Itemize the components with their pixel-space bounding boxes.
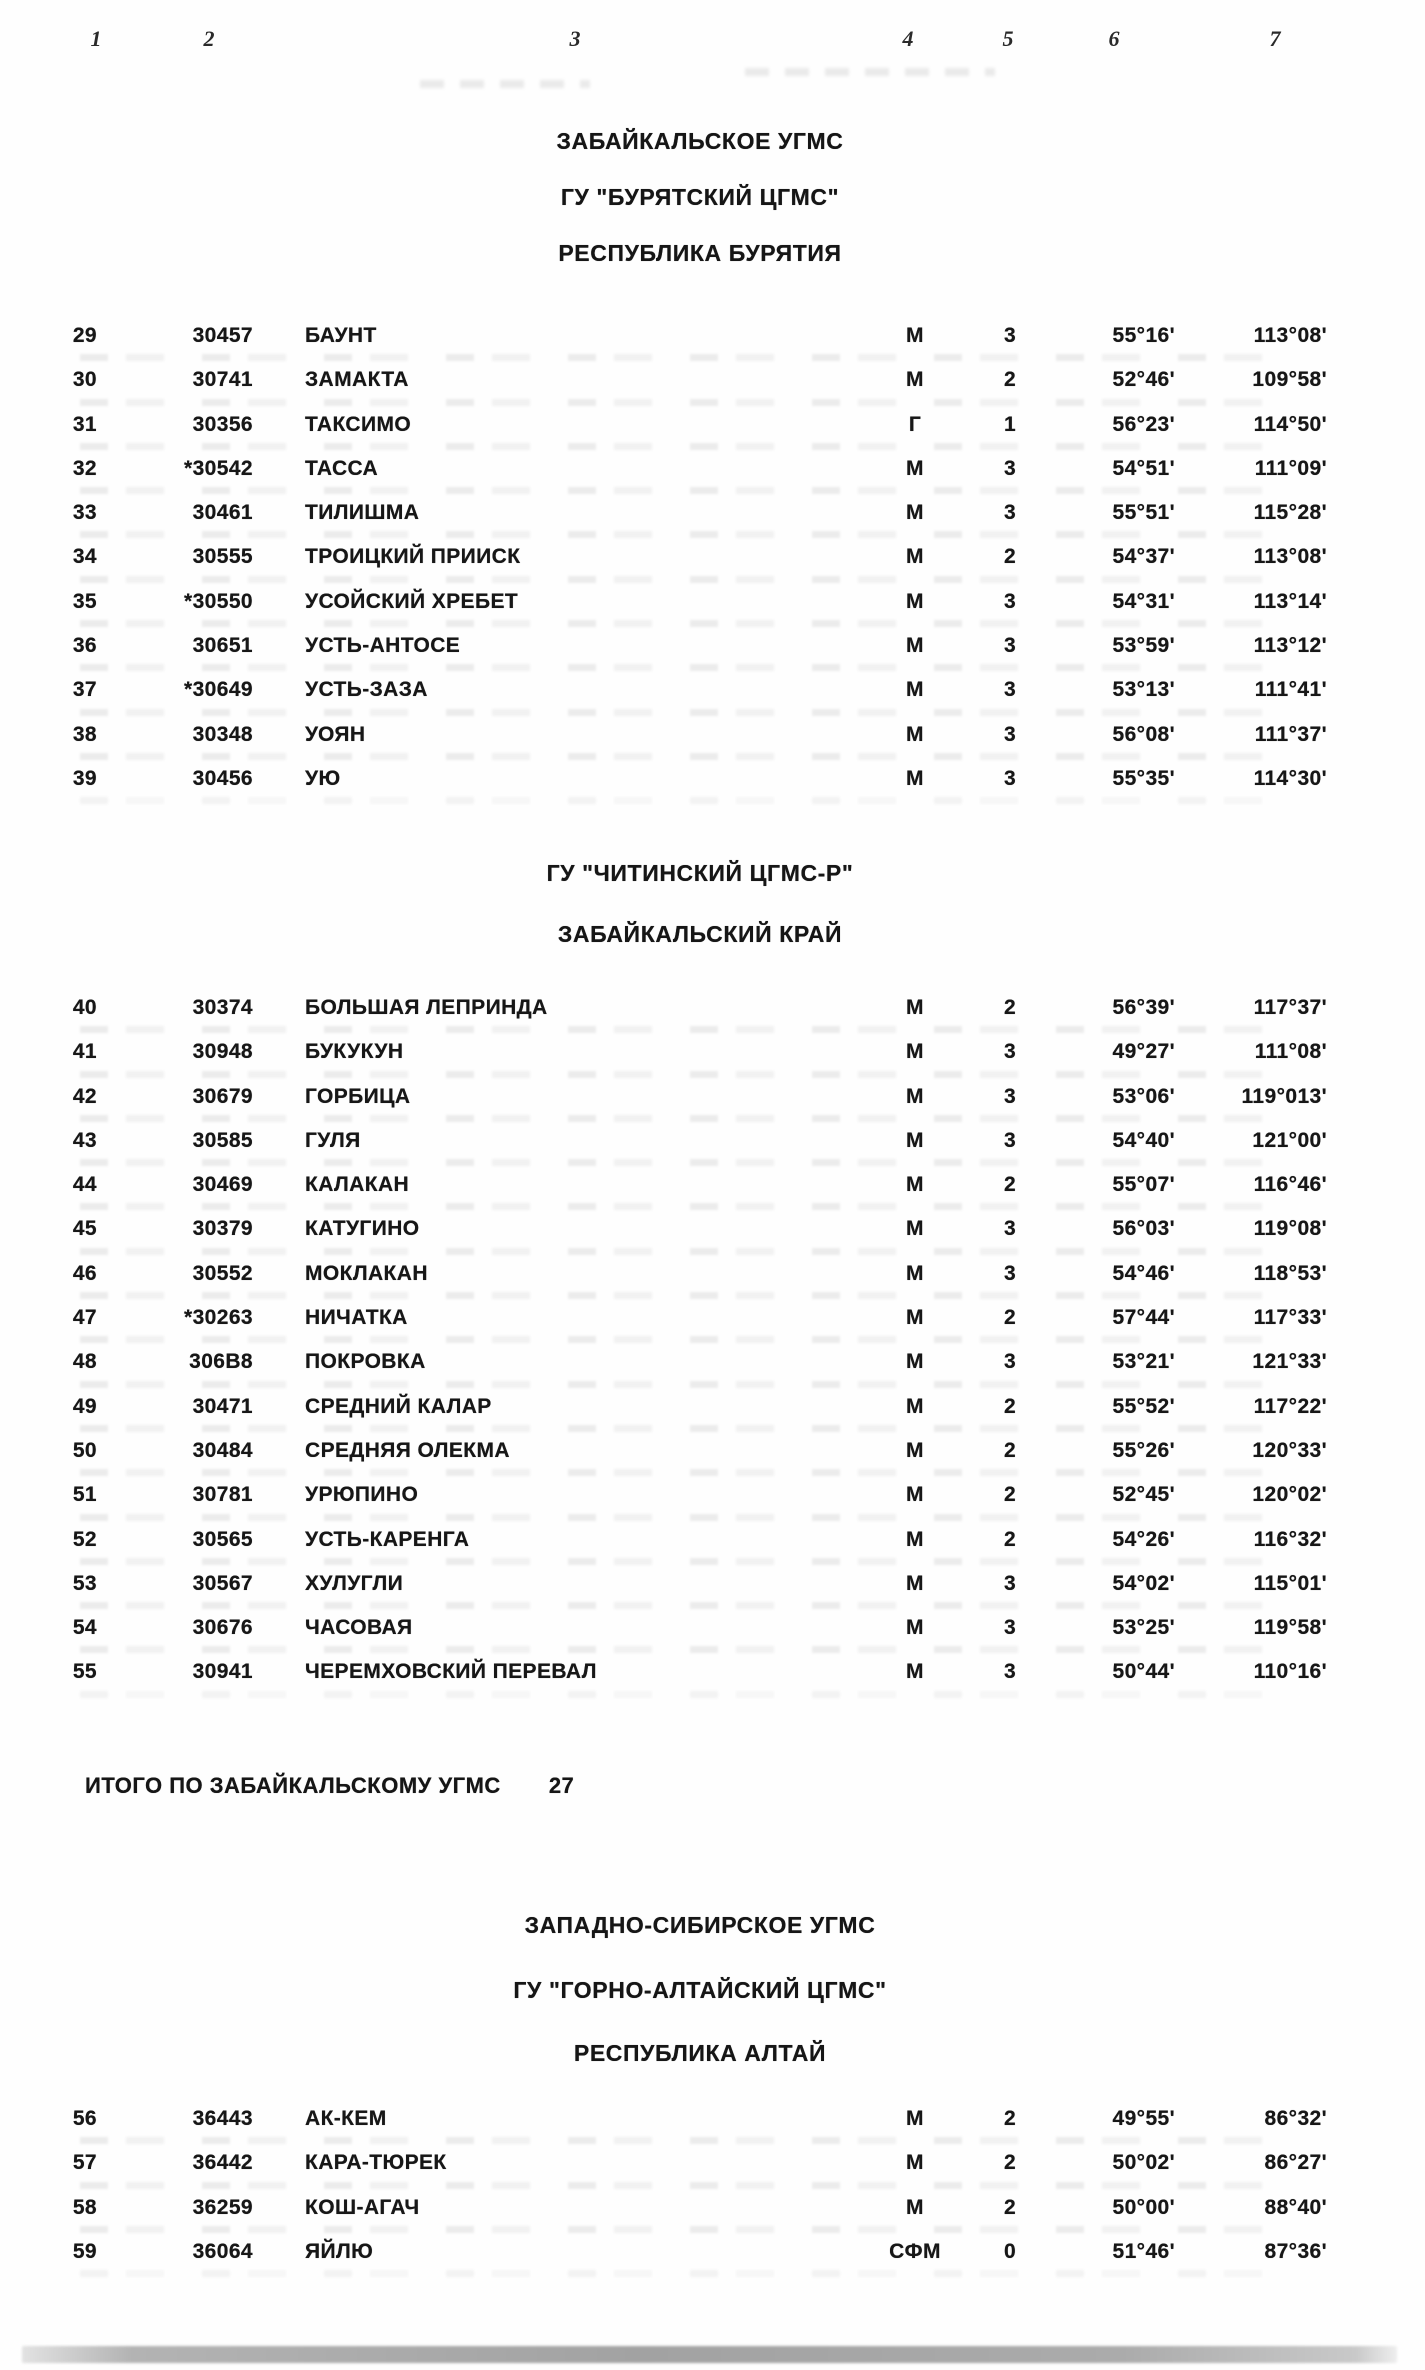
station-name: УРЮПИНО [305,1483,419,1507]
station-type: М [906,501,924,525]
station-longitude: 115°01' [1253,1571,1327,1595]
station-row [60,1305,1330,1349]
station-code: 30461 [192,501,253,525]
station-name: КАТУГИНО [305,1217,420,1241]
station-code: 30676 [192,1616,253,1640]
column-header-5: 5 [1002,26,1014,51]
station-name: УОЯН [305,722,366,746]
station-longitude: 87°36' [1264,2239,1327,2263]
station-row [60,677,1330,721]
station-row [60,456,1330,500]
station-type: М [906,766,924,790]
station-name: УСОЙСКИЙ ХРЕБЕТ [305,589,519,613]
station-type: СФМ [889,2239,941,2263]
station-row [60,1394,1330,1438]
station-name: БАУНТ [305,324,377,347]
station-category: 3 [1003,501,1017,525]
station-category: 3 [1003,589,1017,613]
station-type: М [906,1571,924,1595]
station-code: 30484 [192,1438,253,1462]
station-type: М [906,1040,924,1064]
station-index: 54 [72,1616,97,1640]
station-row [60,766,1330,810]
station-category: 2 [1003,2195,1017,2219]
stations-table-zabaikalsky-krai [0,995,1330,1704]
station-index: 50 [72,1438,97,1462]
station-code: 30348 [192,722,253,746]
station-type: М [906,1128,924,1152]
station-latitude: 56°23' [1112,412,1175,436]
station-category: 3 [1003,1350,1017,1374]
station-type: М [906,589,924,613]
station-row [60,412,1330,456]
column-header-1: 1 [90,26,102,51]
station-type: Г [908,412,922,436]
station-latitude: 50°44' [1112,1660,1175,1684]
station-type: М [906,456,924,480]
station-index: 59 [72,2239,97,2263]
station-type: М [906,1660,924,1684]
station-longitude: 113°08' [1253,545,1327,569]
station-category: 3 [1003,1040,1017,1064]
station-name: БУКУКУН [305,1040,404,1064]
station-longitude: 86°32' [1264,2107,1327,2130]
station-name: МОКЛАКАН [305,1261,428,1285]
station-index: 32 [72,456,97,480]
ugms-title-zapadno-sibirskoe: ЗАПАДНО-СИБИРСКОЕ УГМС [524,1912,876,1938]
station-type: М [906,545,924,569]
total-label: ИТОГО ПО ЗАБАЙКАЛЬСКОМУ УГМС [85,1773,501,1798]
station-index: 46 [72,1261,97,1285]
station-type: М [906,1217,924,1241]
station-name: АК-КЕМ [305,2107,387,2130]
station-longitude: 119°08' [1253,1217,1327,1241]
stations-table-buryatia [0,323,1330,810]
station-latitude: 54°02' [1112,1571,1175,1595]
station-code: 30651 [192,634,253,658]
station-index: 41 [72,1040,97,1064]
station-index: 31 [72,412,97,436]
station-type: М [906,634,924,658]
station-index: 58 [72,2195,97,2219]
org-title-buryatsky: ГУ "БУРЯТСКИЙ ЦГМС" [560,184,840,210]
station-latitude: 50°02' [1112,2151,1175,2175]
station-latitude: 55°07' [1112,1173,1175,1197]
station-longitude: 111°09' [1254,456,1327,480]
station-latitude: 53°13' [1112,678,1175,702]
station-longitude: 116°46' [1253,1173,1327,1197]
station-index: 56 [72,2107,97,2130]
station-row [60,1349,1330,1393]
station-row [60,500,1330,544]
station-category: 2 [1003,2151,1017,2175]
bottom-scan-band [22,2346,1397,2363]
station-code: 30457 [192,324,253,347]
station-type: М [906,324,924,347]
station-name: ЧАСОВАЯ [305,1616,413,1640]
station-name: ТРОИЦКИЙ ПРИИСК [305,545,521,569]
station-index: 51 [72,1483,97,1507]
station-code: 30567 [192,1571,253,1595]
station-category: 2 [1003,1527,1017,1551]
station-name: ЗАМАКТА [305,368,409,392]
station-latitude: 50°00' [1112,2195,1175,2219]
station-row [60,1084,1330,1128]
station-latitude: 53°25' [1112,1616,1175,1640]
station-category: 3 [1003,634,1017,658]
station-index: 42 [72,1084,97,1108]
station-name: ГУЛЯ [305,1128,361,1152]
station-row [60,1482,1330,1526]
station-row [60,2195,1330,2239]
station-code: 306В8 [189,1350,253,1374]
station-row [60,995,1330,1039]
station-latitude: 55°35' [1112,766,1175,790]
station-name: БОЛЬШАЯ ЛЕПРИНДА [305,996,548,1019]
station-code: *30550 [184,589,253,613]
region-title-buryatia: РЕСПУБЛИКА БУРЯТИЯ [558,240,842,266]
station-type: М [906,996,924,1019]
station-latitude: 54°46' [1112,1261,1175,1285]
station-longitude: 111°37' [1254,722,1327,746]
station-category: 2 [1003,996,1017,1019]
station-longitude: 118°53' [1253,1261,1327,1285]
station-category: 3 [1003,1084,1017,1108]
station-name: КАРА-ТЮРЕК [305,2151,447,2175]
station-row [60,722,1330,766]
station-code: 30471 [192,1394,253,1418]
station-longitude: 119°013' [1241,1084,1327,1108]
station-category: 3 [1003,722,1017,746]
scan-artifact [745,68,995,76]
station-category: 2 [1003,1438,1017,1462]
station-code: 36259 [192,2195,253,2219]
station-code: 30948 [192,1040,253,1064]
station-category: 3 [1003,1616,1017,1640]
station-category: 1 [1003,412,1017,436]
station-longitude: 113°14' [1253,589,1327,613]
station-index: 40 [72,996,97,1019]
station-index: 55 [72,1660,97,1684]
station-latitude: 57°44' [1112,1306,1175,1330]
station-type: М [906,368,924,392]
station-row [60,1659,1330,1703]
station-longitude: 121°00' [1252,1128,1327,1152]
station-latitude: 49°27' [1112,1040,1175,1064]
station-type: М [906,1483,924,1507]
station-latitude: 53°59' [1112,634,1175,658]
station-latitude: 49°55' [1112,2107,1175,2130]
station-longitude: 114°50' [1253,412,1327,436]
station-latitude: 55°51' [1112,501,1175,525]
station-type: М [906,2107,924,2130]
station-index: 36 [72,634,97,658]
station-longitude: 113°12' [1253,634,1327,658]
station-index: 48 [72,1350,97,1374]
station-category: 2 [1003,1306,1017,1330]
station-name: ТАССА [305,456,379,480]
station-index: 49 [72,1394,97,1418]
station-category: 2 [1003,1483,1017,1507]
station-name: СРЕДНЯЯ ОЛЕКМА [305,1438,510,1462]
station-code: *30263 [184,1306,253,1330]
station-category: 3 [1003,1261,1017,1285]
station-category: 3 [1003,766,1017,790]
station-row [60,1128,1330,1172]
station-latitude: 52°46' [1112,368,1175,392]
station-code: 30456 [192,766,253,790]
station-longitude: 120°33' [1252,1438,1327,1462]
station-row [60,367,1330,411]
station-row [60,1527,1330,1571]
station-longitude: 109°58' [1252,368,1327,392]
station-category: 0 [1003,2239,1017,2263]
station-type: М [906,1173,924,1197]
station-type: М [906,1616,924,1640]
station-index: 45 [72,1217,97,1241]
station-name: УСТЬ-АНТОСЕ [305,634,461,658]
station-type: М [906,2195,924,2219]
station-code: 36443 [192,2107,253,2130]
station-latitude: 55°26' [1112,1438,1175,1462]
column-header-7: 7 [1269,26,1281,51]
station-longitude: 88°40' [1264,2195,1327,2219]
station-category: 2 [1003,1173,1017,1197]
station-latitude: 55°52' [1112,1394,1175,1418]
station-code: 30555 [192,545,253,569]
station-longitude: 114°30' [1253,766,1327,790]
region-title-zabaikalsky-krai: ЗАБАЙКАЛЬСКИЙ КРАЙ [557,921,843,947]
ugms-total-line [85,1773,574,1799]
station-name: КАЛАКАН [305,1173,410,1197]
station-category: 2 [1003,1394,1017,1418]
station-code: 30741 [192,368,253,392]
station-row [60,544,1330,588]
station-code: 30374 [192,996,253,1019]
station-index: 39 [72,766,97,790]
station-type: М [906,1084,924,1108]
station-longitude: 111°41' [1254,678,1327,702]
station-latitude: 56°03' [1112,1217,1175,1241]
station-row [60,2106,1330,2150]
station-longitude: 86°27' [1264,2151,1327,2175]
station-row [60,1261,1330,1305]
station-name: СРЕДНИЙ КАЛАР [305,1394,492,1418]
station-type: М [906,722,924,746]
station-latitude: 52°45' [1112,1483,1175,1507]
station-latitude: 54°31' [1112,589,1175,613]
station-category: 3 [1003,1660,1017,1684]
station-row [60,633,1330,677]
station-name: УЮ [305,766,341,790]
station-row [60,1615,1330,1659]
station-row [60,589,1330,633]
station-latitude: 56°08' [1112,722,1175,746]
station-code: 30679 [192,1084,253,1108]
station-latitude: 54°37' [1112,545,1175,569]
station-longitude: 111°08' [1254,1040,1327,1064]
station-code: *30649 [184,678,253,702]
station-category: 3 [1003,456,1017,480]
station-latitude: 53°06' [1112,1084,1175,1108]
station-name: ЯЙЛЮ [305,2239,374,2263]
station-code: 30379 [192,1217,253,1241]
ugms-title-zabaikalskoe: ЗАБАЙКАЛЬСКОЕ УГМС [556,128,844,154]
station-category: 2 [1003,368,1017,392]
column-header-4: 4 [902,26,914,51]
station-index: 29 [72,324,97,347]
station-longitude: 113°08' [1253,324,1327,347]
station-name: ГОРБИЦА [305,1084,411,1108]
station-category: 3 [1003,1571,1017,1595]
station-latitude: 54°40' [1112,1128,1175,1152]
station-code: 30941 [192,1660,253,1684]
station-latitude: 56°39' [1112,996,1175,1019]
station-row [60,1438,1330,1482]
station-category: 3 [1003,678,1017,702]
column-header-2: 2 [203,26,215,51]
station-index: 43 [72,1128,97,1152]
station-row [60,1172,1330,1216]
station-index: 34 [72,545,97,569]
station-name: ХУЛУГЛИ [305,1571,404,1595]
station-category: 2 [1003,2107,1017,2130]
station-code: 36442 [192,2151,253,2175]
station-index: 47 [72,1306,97,1330]
station-row [60,1039,1330,1083]
station-longitude: 117°37' [1253,996,1327,1019]
station-name: ТАКСИМО [305,412,412,436]
station-name: ЧЕРЕМХОВСКИЙ ПЕРЕВАЛ [305,1660,597,1684]
station-category: 3 [1003,1217,1017,1241]
column-header-3: 3 [569,26,581,51]
station-longitude: 116°32' [1253,1527,1327,1551]
station-name: ПОКРОВКА [305,1350,426,1374]
station-index: 44 [72,1173,97,1197]
station-code: 30781 [192,1483,253,1507]
org-title-gorno-altaysky: ГУ "ГОРНО-АЛТАЙСКИЙ ЦГМС" [513,1977,887,2003]
org-title-chitinsky: ГУ "ЧИТИНСКИЙ ЦГМС-Р" [546,860,854,886]
station-code: 36064 [192,2239,253,2263]
station-latitude: 54°26' [1112,1527,1175,1551]
station-type: М [906,1350,924,1374]
station-row [60,1571,1330,1615]
station-name: ТИЛИШМА [305,501,420,525]
column-header-6: 6 [1108,26,1120,51]
station-type: М [906,1394,924,1418]
station-code: 30565 [192,1527,253,1551]
station-code: 30469 [192,1173,253,1197]
scan-artifact [420,80,590,88]
station-type: М [906,2151,924,2175]
station-index: 33 [72,501,97,525]
station-code: 30552 [192,1261,253,1285]
station-index: 35 [72,589,97,613]
station-row [60,2150,1330,2194]
station-code: *30542 [184,456,253,480]
station-name: УСТЬ-КАРЕНГА [305,1527,470,1551]
station-row [60,1216,1330,1260]
station-name: КОШ-АГАЧ [305,2195,420,2219]
station-row [60,2239,1330,2283]
station-index: 38 [72,722,97,746]
region-title-altai: РЕСПУБЛИКА АЛТАЙ [573,2040,827,2066]
station-name: НИЧАТКА [305,1306,408,1330]
station-code: 30585 [192,1128,253,1152]
station-index: 37 [72,678,97,702]
station-category: 3 [1003,1128,1017,1152]
station-code: 30356 [192,412,253,436]
station-type: М [906,1438,924,1462]
station-type: М [906,1527,924,1551]
station-row [60,323,1330,367]
station-latitude: 55°16' [1112,324,1175,347]
station-longitude: 120°02' [1252,1483,1327,1507]
station-name: УСТЬ-ЗАЗА [305,678,428,702]
station-index: 57 [72,2151,97,2175]
total-value: 27 [548,1773,575,1798]
station-type: М [906,1261,924,1285]
station-longitude: 119°58' [1253,1616,1327,1640]
station-latitude: 53°21' [1112,1350,1175,1374]
station-longitude: 115°28' [1253,501,1327,525]
station-type: М [906,678,924,702]
station-longitude: 110°16' [1253,1660,1327,1684]
station-index: 52 [72,1527,97,1551]
station-category: 2 [1003,545,1017,569]
station-type: М [906,1306,924,1330]
station-latitude: 54°51' [1112,456,1175,480]
station-category: 3 [1003,324,1017,347]
station-longitude: 117°22' [1253,1394,1327,1418]
station-index: 30 [72,368,97,392]
station-index: 53 [72,1571,97,1595]
station-longitude: 117°33' [1253,1306,1327,1330]
station-latitude: 51°46' [1112,2239,1175,2263]
station-longitude: 121°33' [1252,1350,1327,1374]
stations-table-altai [0,2106,1330,2283]
